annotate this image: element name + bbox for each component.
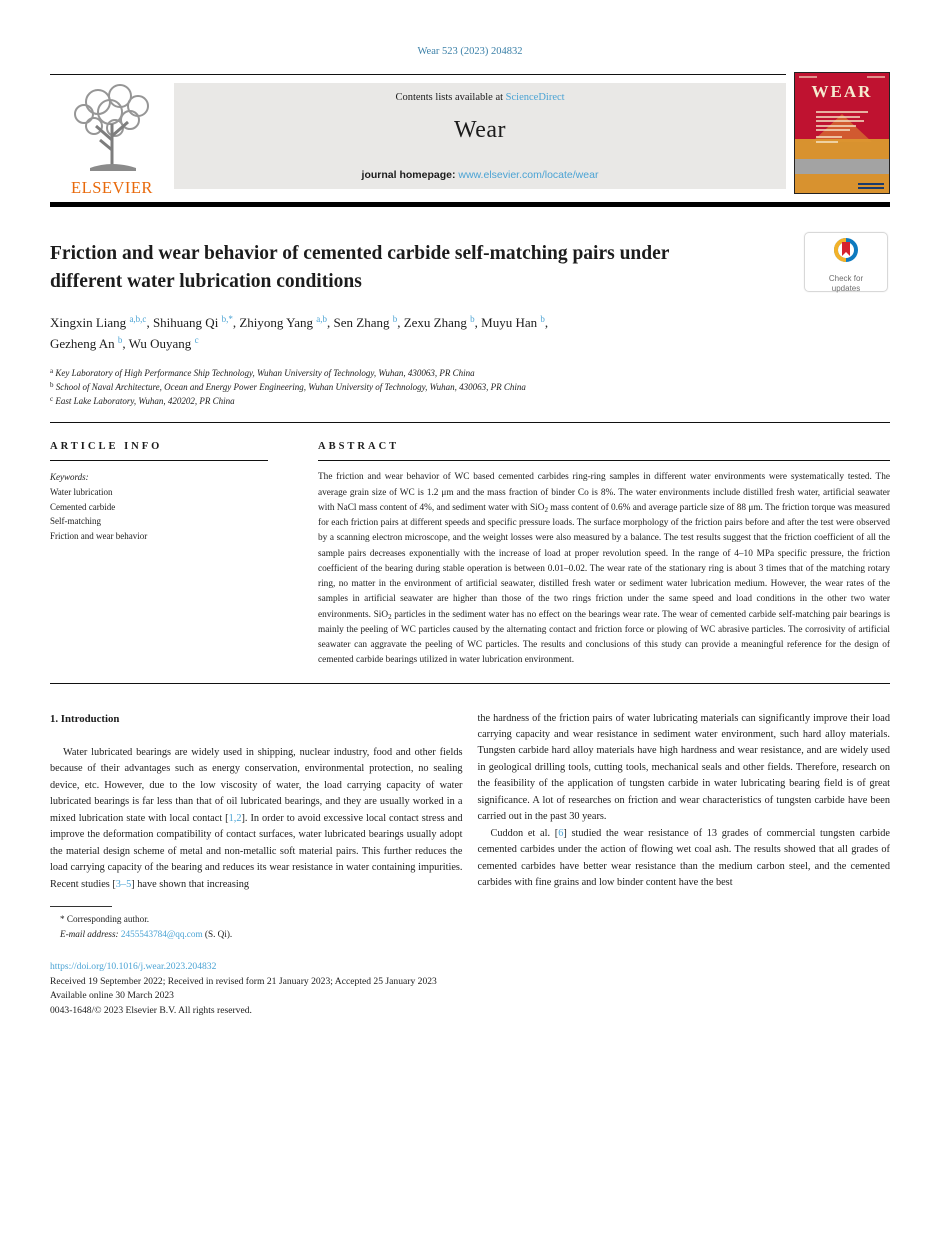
text-segment: a,b,c xyxy=(129,314,147,325)
footnote-star: * xyxy=(60,914,65,924)
text-segment: The friction and wear behavior of WC based cemented carbides ring-ring samples in different water environments were systematically tested. The average grain size of WC is 1.2 μm and the mass fraction of binder Co is 8%. The water environments include distilled fresh water, artificial seawater with NaCl mass content of 4%, and sediment water with SiO xyxy=(318,472,890,513)
running-head-citation: Wear 523 (2023) 204832 xyxy=(417,46,523,57)
journal-title: Wear xyxy=(453,117,507,143)
footnote-rule xyxy=(50,906,112,907)
journal-header xyxy=(50,74,890,198)
article-info-rule xyxy=(50,460,268,461)
text-segment: School of Naval Architecture, Ocean and Energy Power Engineering, Wuhan University of Technology, Wuhan, 430063, PR China xyxy=(53,381,526,392)
introduction-section xyxy=(50,711,890,893)
text-segment: particles in the sediment water has no effect on the bearings wear rate. The wear of cemented carbide self-matching pair bearings is mainly the peeling of WC particles caused by the alternating contact and friction force or plowing of WC abrasive particles. The corrosivity of artificial seawater can aggravate the peeling of WC particles. The results and conclusions of this study can provide a meaningful reference for the design of cemented carbide bearings utilized in water lubrication environment. xyxy=(318,609,890,666)
corresponding-author-note: * Corresponding author. xyxy=(60,914,150,924)
inline-citation-link[interactable]: 3–5 xyxy=(115,878,132,890)
doi-link[interactable]: https://doi.org/10.1016/j.wear.2023.204832 xyxy=(50,961,217,973)
text-segment: b,* xyxy=(221,314,233,325)
journal-cover-thumbnail[interactable] xyxy=(794,72,890,194)
article-info-heading: ARTICLE INFO xyxy=(50,441,163,453)
issn-copyright: 0043-1648/© 2023 Elsevier B.V. All rights reserved. xyxy=(50,1004,252,1016)
text-segment: 2 xyxy=(388,612,392,621)
received-dates: Received 19 September 2022; Received in revised form 21 January 2023; Accepted 25 January 2023 xyxy=(50,975,437,987)
affiliation-c xyxy=(50,395,890,409)
sciencedirect-link[interactable]: ScienceDirect xyxy=(505,92,565,103)
text-segment: a xyxy=(50,366,54,375)
text-segment: , Muyu Han xyxy=(474,315,541,331)
text-segment: b xyxy=(470,314,475,325)
text-segment: 2 xyxy=(544,505,548,514)
keywords-label: Keywords: xyxy=(50,472,89,483)
text-segment: East Lake Laboratory, Wuhan, 420202, PR China xyxy=(53,395,235,406)
publication-info xyxy=(50,960,890,1018)
affiliation-a xyxy=(50,367,890,381)
text-segment: Xingxin Liang xyxy=(50,315,130,331)
text-segment: Gezheng An xyxy=(50,335,118,351)
homepage-line xyxy=(174,169,786,181)
keyword-item: Cemented carbide xyxy=(50,501,116,512)
intro-paragraph xyxy=(50,745,463,893)
text-segment: a,b xyxy=(316,314,327,325)
text-segment: ] have shown that increasing xyxy=(131,878,250,890)
email-suffix: (S. Qi). xyxy=(202,928,233,939)
journal-banner xyxy=(174,83,786,189)
cover-bottom-microtext xyxy=(858,181,884,189)
homepage-prefix: journal homepage: xyxy=(361,169,459,181)
contents-line xyxy=(174,83,786,103)
elsevier-logo xyxy=(50,75,174,198)
keyword-item: Friction and wear behavior xyxy=(50,530,148,541)
info-abstract-section xyxy=(50,423,890,668)
text-segment: b xyxy=(540,314,545,325)
text-segment: ] studied the wear resistance of 13 grades of commercial tungsten carbide cemented carbides under the action of flowing wet coal ash. The results showed that all grades of cemented carbides have better wear resistance than the medium carbon steel, and the cemented carbides with fine grains and low binder content have the best xyxy=(477,827,890,889)
text-segment: , Zexu Zhang xyxy=(397,315,471,331)
cover-subtitle-microtext xyxy=(816,111,868,145)
text-segment: ]. In order to avoid excessive local contact stress and improve the deformation compatibility of contact surfaces, water lubricated bearings usually adopt the material design scheme of metal and non-metallic soft material pairs. This further reduces the load carrying capacity of the bearing and reduces its wear resistance in water containing impurities. Recent studies [ xyxy=(50,812,463,890)
section-rule-bottom xyxy=(50,683,890,684)
text-segment: Water lubricated bearings are widely used in shipping, nuclear industry, food and other fields because of their advantages such as energy conservation, environmental protection, no sealing device, etc. However, due to the low viscosity of water, the load carrying capacity of water lubricated bearings is far less than that of oil lubricated bearings, and they are usually worked in a mixed lubrication state with local contact [ xyxy=(50,746,463,824)
right-column xyxy=(478,711,891,893)
cover-top-microtext xyxy=(799,76,885,78)
cover-gray-band xyxy=(795,159,889,173)
text-segment: the hardness of the friction pairs of water lubricating materials can significantly improve their load carrying capacity and wear resistance in sediment water environment, such hard alloy materials. Tungsten carbide hard alloy materials have high hardness and wear resistance, and are widely used in geological drilling tools, cutting tools, mechanical seals and other fields. Therefore, research on the feasibility of the application of tungsten carbide in water lubricating bearing field is of great significance. A lot of researches on friction and wear characteristics of tungsten carbide have been carried out in the past 30 years. xyxy=(477,712,890,823)
journal-header-left xyxy=(50,74,786,198)
text-segment: b xyxy=(50,380,54,389)
text-segment: Friction and wear behavior of cemented carbide self-matching pairs under xyxy=(50,243,670,264)
keyword-item: Water lubrication xyxy=(50,487,113,498)
keywords-block xyxy=(50,470,268,543)
keyword-item: Self-matching xyxy=(50,516,101,527)
email-note xyxy=(50,927,890,942)
email-label: E-mail address: xyxy=(60,928,119,939)
abstract-text xyxy=(318,470,890,668)
cover-title: WEAR xyxy=(811,82,873,101)
contents-prefix: Contents lists available at xyxy=(395,92,506,103)
check-for-updates-label: Check for updates xyxy=(828,274,864,293)
left-column xyxy=(50,711,463,893)
elsevier-tree-icon xyxy=(60,80,164,177)
text-segment: c xyxy=(194,334,199,345)
affiliation-b xyxy=(50,381,890,395)
text-segment: , Zhiyong Yang xyxy=(232,315,317,331)
text-segment: Key Laboratory of High Performance Ship Technology, Wuhan University of Technology, Wuhan, 430063, PR China xyxy=(53,367,475,378)
introduction-heading: 1. Introduction xyxy=(50,712,120,725)
text-segment: , Shihuang Qi xyxy=(146,315,222,331)
check-for-updates-badge[interactable] xyxy=(804,232,888,292)
homepage-link[interactable]: www.elsevier.com/locate/wear xyxy=(458,169,599,181)
paper-title xyxy=(50,240,795,295)
footnote-block xyxy=(50,906,890,941)
text-segment: , Sen Zhang xyxy=(327,315,393,331)
text-segment: c xyxy=(50,394,54,403)
available-online: Available online 30 March 2023 xyxy=(50,990,174,1002)
abstract-rule xyxy=(318,460,890,461)
check-for-updates-icon xyxy=(831,255,861,272)
text-segment: Cuddon et al. [ xyxy=(490,827,559,839)
intro-paragraph xyxy=(478,826,891,892)
text-segment: b xyxy=(117,334,123,345)
text-segment: , Wu Ouyang xyxy=(122,335,195,351)
inline-citation-link[interactable]: 6 xyxy=(558,827,564,839)
header-divider-bar xyxy=(50,202,890,207)
text-segment: mass content of 0.6% and average particle size of 88 μm. The friction torque was measured for each friction pairs at different speeds and specific pressure loads. The surface morphology of the friction pairs before and after the test were observed by a scanning electron microscope, and the weight losses were also measured by a balance. The test results suggest that the friction coefficient of all the sample pairs decreases exponentially with the increase of load at proper revolution speed. In the range of 4–10 MPa specific pressure, the friction coefficient of the bearing during stable operation is between 0.01–0.02. The wear rate of the stationary ring is about 3 times that of the matching rotary ring, no matter in the environment of artificial seawater, distilled fresh water or sediment water lubrication medium. However, the wear rates of the samples in artificial seawater are higher than those of the two rings friction under the same speed and load conditions in the other two water environments. SiO xyxy=(318,502,890,620)
author-list xyxy=(50,313,810,353)
email-link[interactable]: 2455543784@qq.com xyxy=(118,928,203,939)
inline-citation-link[interactable]: 1,2 xyxy=(228,812,242,824)
affiliations xyxy=(50,367,890,409)
text-segment: , xyxy=(544,315,549,331)
elsevier-wordmark: ELSEVIER xyxy=(71,178,153,197)
abstract-heading: ABSTRACT xyxy=(318,441,400,453)
intro-paragraph xyxy=(478,711,891,826)
text-segment: b xyxy=(392,314,398,325)
text-segment: different water lubrication conditions xyxy=(50,270,362,292)
